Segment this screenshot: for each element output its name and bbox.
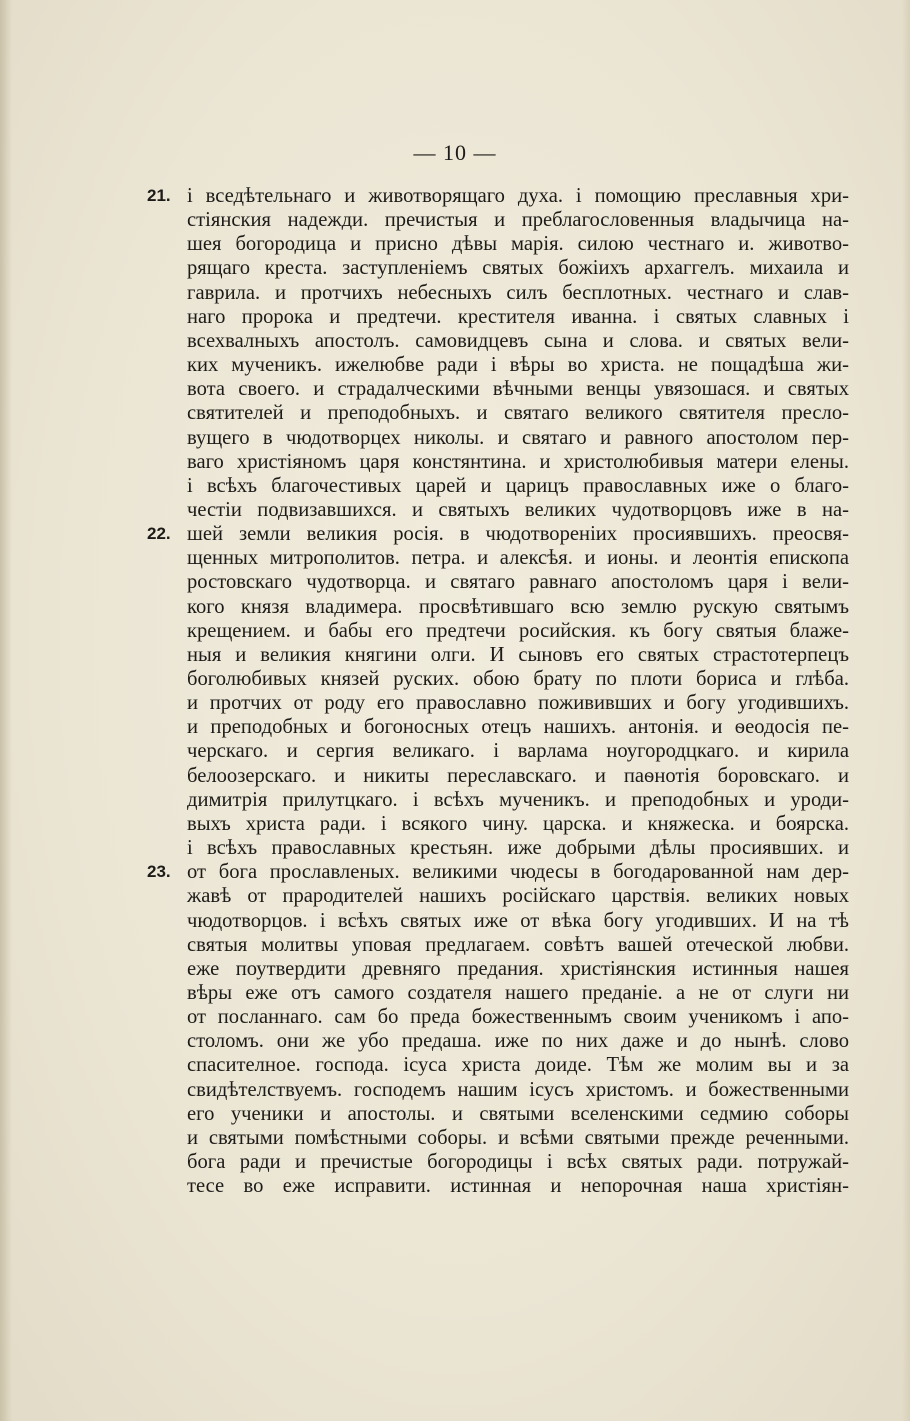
text-line: стіянския надежди. пречистыя и преблагословенныя владычица на- [187, 209, 849, 232]
text-line: вущего в чюдотворцех николы. и святаго и равного апостолом пер- [187, 426, 849, 449]
text-line: і всѣхъ православных крестьян. иже добрыми дѣлы просиявших. и [187, 837, 849, 860]
text-line: і всѣхъ благочестивых царей и царицъ православных иже о благо- [187, 474, 849, 497]
text-line: і вседѣтельнаго и животворящаго духа. і помощию преславныя хри- [187, 185, 849, 207]
text-line: и протчих от роду его православно пожививших и богу угодившихъ. [187, 692, 849, 715]
text-line: свидѣтелствуемъ. господемъ нашим ісусъ христомъ. и божественными [187, 1078, 849, 1101]
text-line: еже поутвердити древняго предания. христіянския истинныя нашея [187, 957, 849, 980]
section-marker: 22. [147, 524, 171, 544]
text-line: наго пророка и предтечи. крестителя иванна. і святых славных і [187, 305, 849, 328]
text-line: чюдотворцов. і всѣхъ святых иже от вѣка богу угодивших. И на тѣ [187, 909, 849, 932]
text-line: выхъ христа ради. і всякого чину. царска. и княжеска. и боярска. [187, 812, 849, 835]
section-marker: 23. [147, 862, 171, 882]
text-line: черскаго. и сергия великаго. і варлама ноугородцкаго. и кирила [187, 740, 849, 763]
text-line: и святыми помѣстными соборы. и всѣми святыми прежде реченными. [187, 1126, 849, 1149]
text-line: спасителное. господа. ісуса христа доиде. Тѣм же молим вы и за [187, 1054, 849, 1077]
text-line: тесе во еже исправити. истинная и непорочная наша христіян- [187, 1175, 849, 1198]
text-line: всехвалныхъ апостолъ. самовидцевъ сына и слова. и святых вели- [187, 329, 849, 352]
text-line: ваго христіяномъ царя констянтина. и христолюбивыя матери елены. [187, 450, 849, 473]
page-spine-shadow [0, 0, 12, 1421]
text-line: ких мученикъ. ижелюбве ради і вѣры во христа. не пощадѣша жи- [187, 354, 849, 377]
text-line: от посланнаго. сам бо преда божественнымъ своим ученикомъ і апо- [187, 1006, 849, 1029]
text-line: крещением. и бабы его предтечи росийския. къ богу святыя блаже- [187, 619, 849, 642]
section-marker: 21. [147, 186, 171, 205]
text-line: столомъ. они же убо предаша. иже по них даже и до нынѣ. слово [187, 1030, 849, 1053]
text-line: кого князя владимера. просвѣтившаго всю землю рускую святымъ [187, 595, 849, 618]
text-line: честіи подвизавшихся. и святыхъ великих чудотворцовъ иже в на- [187, 498, 849, 521]
text-line: рящаго креста. заступленіемъ святых божіихъ архаггелъ. михаила и [187, 257, 849, 280]
text-line: его ученики и апостолы. и святыми вселенскими седмию соборы [187, 1102, 849, 1125]
page-edge-shadow [902, 0, 910, 1421]
text-line: вота своего. и страдалческими вѣчными венцы увязошася. и святых [187, 378, 849, 401]
text-line: шея богородица и присно дѣвы марія. силою честнаго и. животво- [187, 233, 849, 256]
text-line: святыя молитвы уповая предлагаем. совѣтъ вашей отеческой любви. [187, 933, 849, 956]
text-line: шей земли великия росія. в чюдотвореніих просиявшихъ. преосвя- [187, 523, 849, 546]
text-line: вѣры еже отъ самого создателя нашего преданіе. а не от слуги ни [187, 981, 849, 1004]
text-line: от бога прославленых. великими чюдесы в богодарованной нам дер- [187, 861, 849, 884]
text-line: бога ради и пречистые богородицы і всѣх святых ради. потружай- [187, 1151, 849, 1173]
text-line: святителей и преподобныхъ. и святаго великого святителя пресло- [187, 402, 849, 425]
text-line: гаврила. и протчихъ небесныхъ силъ бесплотных. честнаго и слав- [187, 281, 849, 304]
text-line: боголюбивых князей руских. обою брату по плоти бориса и глѣба. [187, 668, 849, 690]
text-line: белоозерскаго. и никиты переславскаго. и паѳнотія боровскаго. и [187, 764, 849, 787]
page-number: — 10 — [413, 140, 497, 165]
text-line: ныя и великия княгини олги. И сыновъ его святых страстотерпецъ [187, 643, 849, 666]
text-line: ростовскаго чудотворца. и святаго равнаго апостоломъ царя і вели- [187, 571, 849, 594]
text-line: и преподобных и богоносных отецъ нашихъ. антонія. и ѳеодосія пе- [187, 716, 849, 739]
text-line: жавѣ от прародителей нашихъ російскаго царствія. великих новых [187, 885, 849, 908]
text-line: димитрія прилутцкаго. і всѣхъ мученикъ. и преподобных и уроди- [187, 788, 849, 811]
text-line: щенных митрополитов. петра. и алексѣя. и ионы. и леонтія епископа [187, 547, 849, 570]
